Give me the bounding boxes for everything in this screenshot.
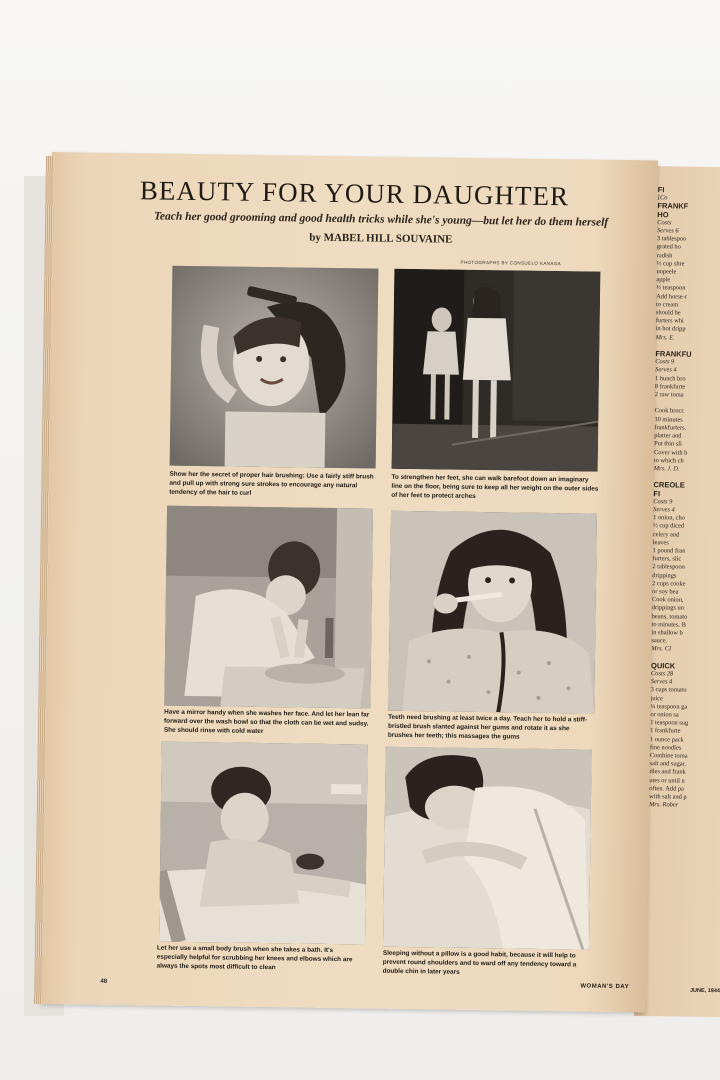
caption-face-washing: Have a mirror handy when she washes her face. And let her lean far forward over the wash bowl so that the cloth can be wet and sudsy. She should rinse with cold water (163, 708, 370, 736)
right-page-line: utes or until n (649, 776, 685, 785)
right-page-line: grated ho (656, 243, 681, 251)
photo-face-washing (164, 506, 373, 709)
right-page-line: Serves 4 (655, 366, 677, 374)
photo-hair-brushing (170, 266, 379, 469)
right-page-line: to which ch (653, 456, 684, 465)
caption-teeth-brushing: Teeth need brushing at least twice a day. Teach her to hold a stiff-bristled brush slanted against her gums and rotate it as she brushes her teeth; this massages the gums (387, 713, 588, 741)
right-page-line: 1 frankfurte (650, 727, 681, 735)
right-page-line: salt and sugar. (649, 760, 687, 768)
article-byline: by MABEL HILL SOUVAINE (309, 231, 453, 246)
right-page-line: furters whi (655, 317, 684, 325)
right-page-line: 2 cups cooke (652, 579, 686, 588)
right-page-line: often. Add pa (649, 784, 684, 793)
right-page-line: HO (657, 209, 669, 219)
right-page-line: unpeele (656, 268, 677, 276)
right-page-line: Put thin sli (654, 440, 682, 448)
right-page-line: beans, tomato (651, 612, 688, 621)
right-page-line: Cook brocc (654, 407, 685, 416)
right-page-line: juice (650, 694, 664, 702)
right-page-line: fine noodles (649, 743, 682, 752)
right-page-line: 1 onion, cho (653, 514, 685, 522)
right-page-line: in shallow b (651, 629, 683, 637)
right-page-line: 8 frankfurte (654, 383, 686, 391)
right-page-line: Mrs. J. D. (653, 465, 680, 473)
right-page-line: frankfurters. (654, 424, 687, 432)
right-page-line: platter and (654, 432, 682, 440)
right-page-line: Serves 6 (657, 227, 679, 235)
right-page-line: [Co (657, 194, 668, 202)
right-page-line: should be (655, 309, 681, 317)
photo-teeth-brushing (388, 511, 597, 714)
right-page-line: apple (656, 276, 671, 284)
right-page-line: Costs 9 (653, 497, 673, 506)
magazine-page (40, 152, 658, 1012)
right-page-line: Add horse-r (656, 292, 687, 301)
right-page-line: or soy bea (652, 588, 679, 596)
right-page-line: FI (657, 185, 665, 195)
right-page-line: to minutes. B (651, 620, 686, 629)
photo-credit: PHOTOGRAPHS BY CONSUELO KANAGA (460, 259, 562, 267)
right-page-line: radish (656, 251, 673, 260)
right-page-line: Cover with b (653, 448, 688, 457)
right-page-line: or onion sa (650, 711, 679, 719)
caption-barefoot-walk: To strengthen her feet, she can walk barefoot down an imaginary line on the floor, being sure to keep all her weight on the outer sides of her feet to protect arches (391, 473, 599, 500)
right-page-line: with salt and p (649, 793, 687, 801)
right-page-line: 1 teaspoon sug (650, 719, 689, 727)
photo-bath-brushing (159, 742, 368, 945)
right-page-line: Mrs. E. (655, 333, 675, 342)
right-page-line: 3 tablespoo (656, 235, 687, 243)
magazine-name: WOMAN'S DAY (580, 983, 630, 991)
right-page-line: Serves 4 (653, 506, 675, 514)
right-page-line: dles and frank (649, 768, 686, 777)
photo-sleeping (383, 747, 592, 950)
article-title: BEAUTY FOR YOUR DAUGHTER (139, 175, 570, 212)
right-page-line: Combine toma (649, 752, 688, 760)
issue-date: JUNE, 1944 (689, 987, 720, 995)
right-page-line: Cook onion, (651, 596, 684, 604)
right-page-line: ¼ teaspoon ga (650, 702, 688, 711)
right-page-line: FRANKFU (655, 349, 692, 359)
right-page-line: Mrs. CI (651, 645, 672, 653)
right-page-line: drippings (652, 571, 677, 580)
right-page-line: 1 pound fran (652, 547, 686, 555)
right-page-line: leaves (652, 538, 669, 547)
right-page-line: FI (653, 488, 661, 498)
caption-bath-brushing: Let her use a small body brush when she takes a bath. It's especially helpful for scrubbing her knees and elbows which are always the spots most difficult to clean (156, 944, 353, 972)
right-page-line: QUICK (650, 660, 676, 671)
photo-barefoot-walk (392, 269, 601, 472)
right-page-line: Costs (657, 218, 672, 227)
right-page-line: Costs 28 (650, 670, 674, 678)
right-page-line: Mrs. Rober (649, 801, 679, 809)
right-page-line: Serves 4 (650, 678, 673, 686)
right-page-line: 1 bunch bro (654, 374, 686, 383)
right-page-line: 3 cups tomato (650, 686, 687, 695)
right-page-line: FRANKF (657, 201, 689, 211)
page-number: 48 (100, 978, 108, 985)
right-page-line: ½ teaspoon (656, 284, 686, 292)
right-page-line: 2 tablespoon (652, 563, 685, 571)
right-page-line: in hot dripp (655, 325, 686, 334)
right-page-line: to cream (656, 300, 679, 309)
right-page-line: drippings un (651, 604, 685, 612)
article-subtitle: Teach her good grooming and good health tricks while she's young—but let her do them herself (153, 210, 609, 229)
right-page-line: 1 ounce pack (649, 735, 684, 744)
right-page-line: sauce. (651, 637, 668, 645)
right-page-line: ½ cup diced (652, 522, 685, 530)
caption-hair-brushing: Show her the secret of proper hair brushing: Use a fairly stiff brush and pull up with strong sure strokes to encourage any natural tendency of the hair to curl (169, 470, 374, 497)
right-page-line: Costs 9 (655, 358, 675, 366)
right-page-line: CREOLE (653, 480, 685, 490)
caption-sleeping: Sleeping without a pillow is a good habit, because it will help to prevent round shoulders and to ward off any tendency toward a double chin in later years (382, 949, 577, 976)
right-page-line: furters, slic (652, 555, 682, 563)
right-page-line: 10 minutes (654, 415, 683, 424)
right-page-line: 2 raw toma (654, 391, 684, 399)
right-page-line: celery and (652, 530, 680, 539)
right-page-line: ½ cup shre (656, 259, 685, 268)
